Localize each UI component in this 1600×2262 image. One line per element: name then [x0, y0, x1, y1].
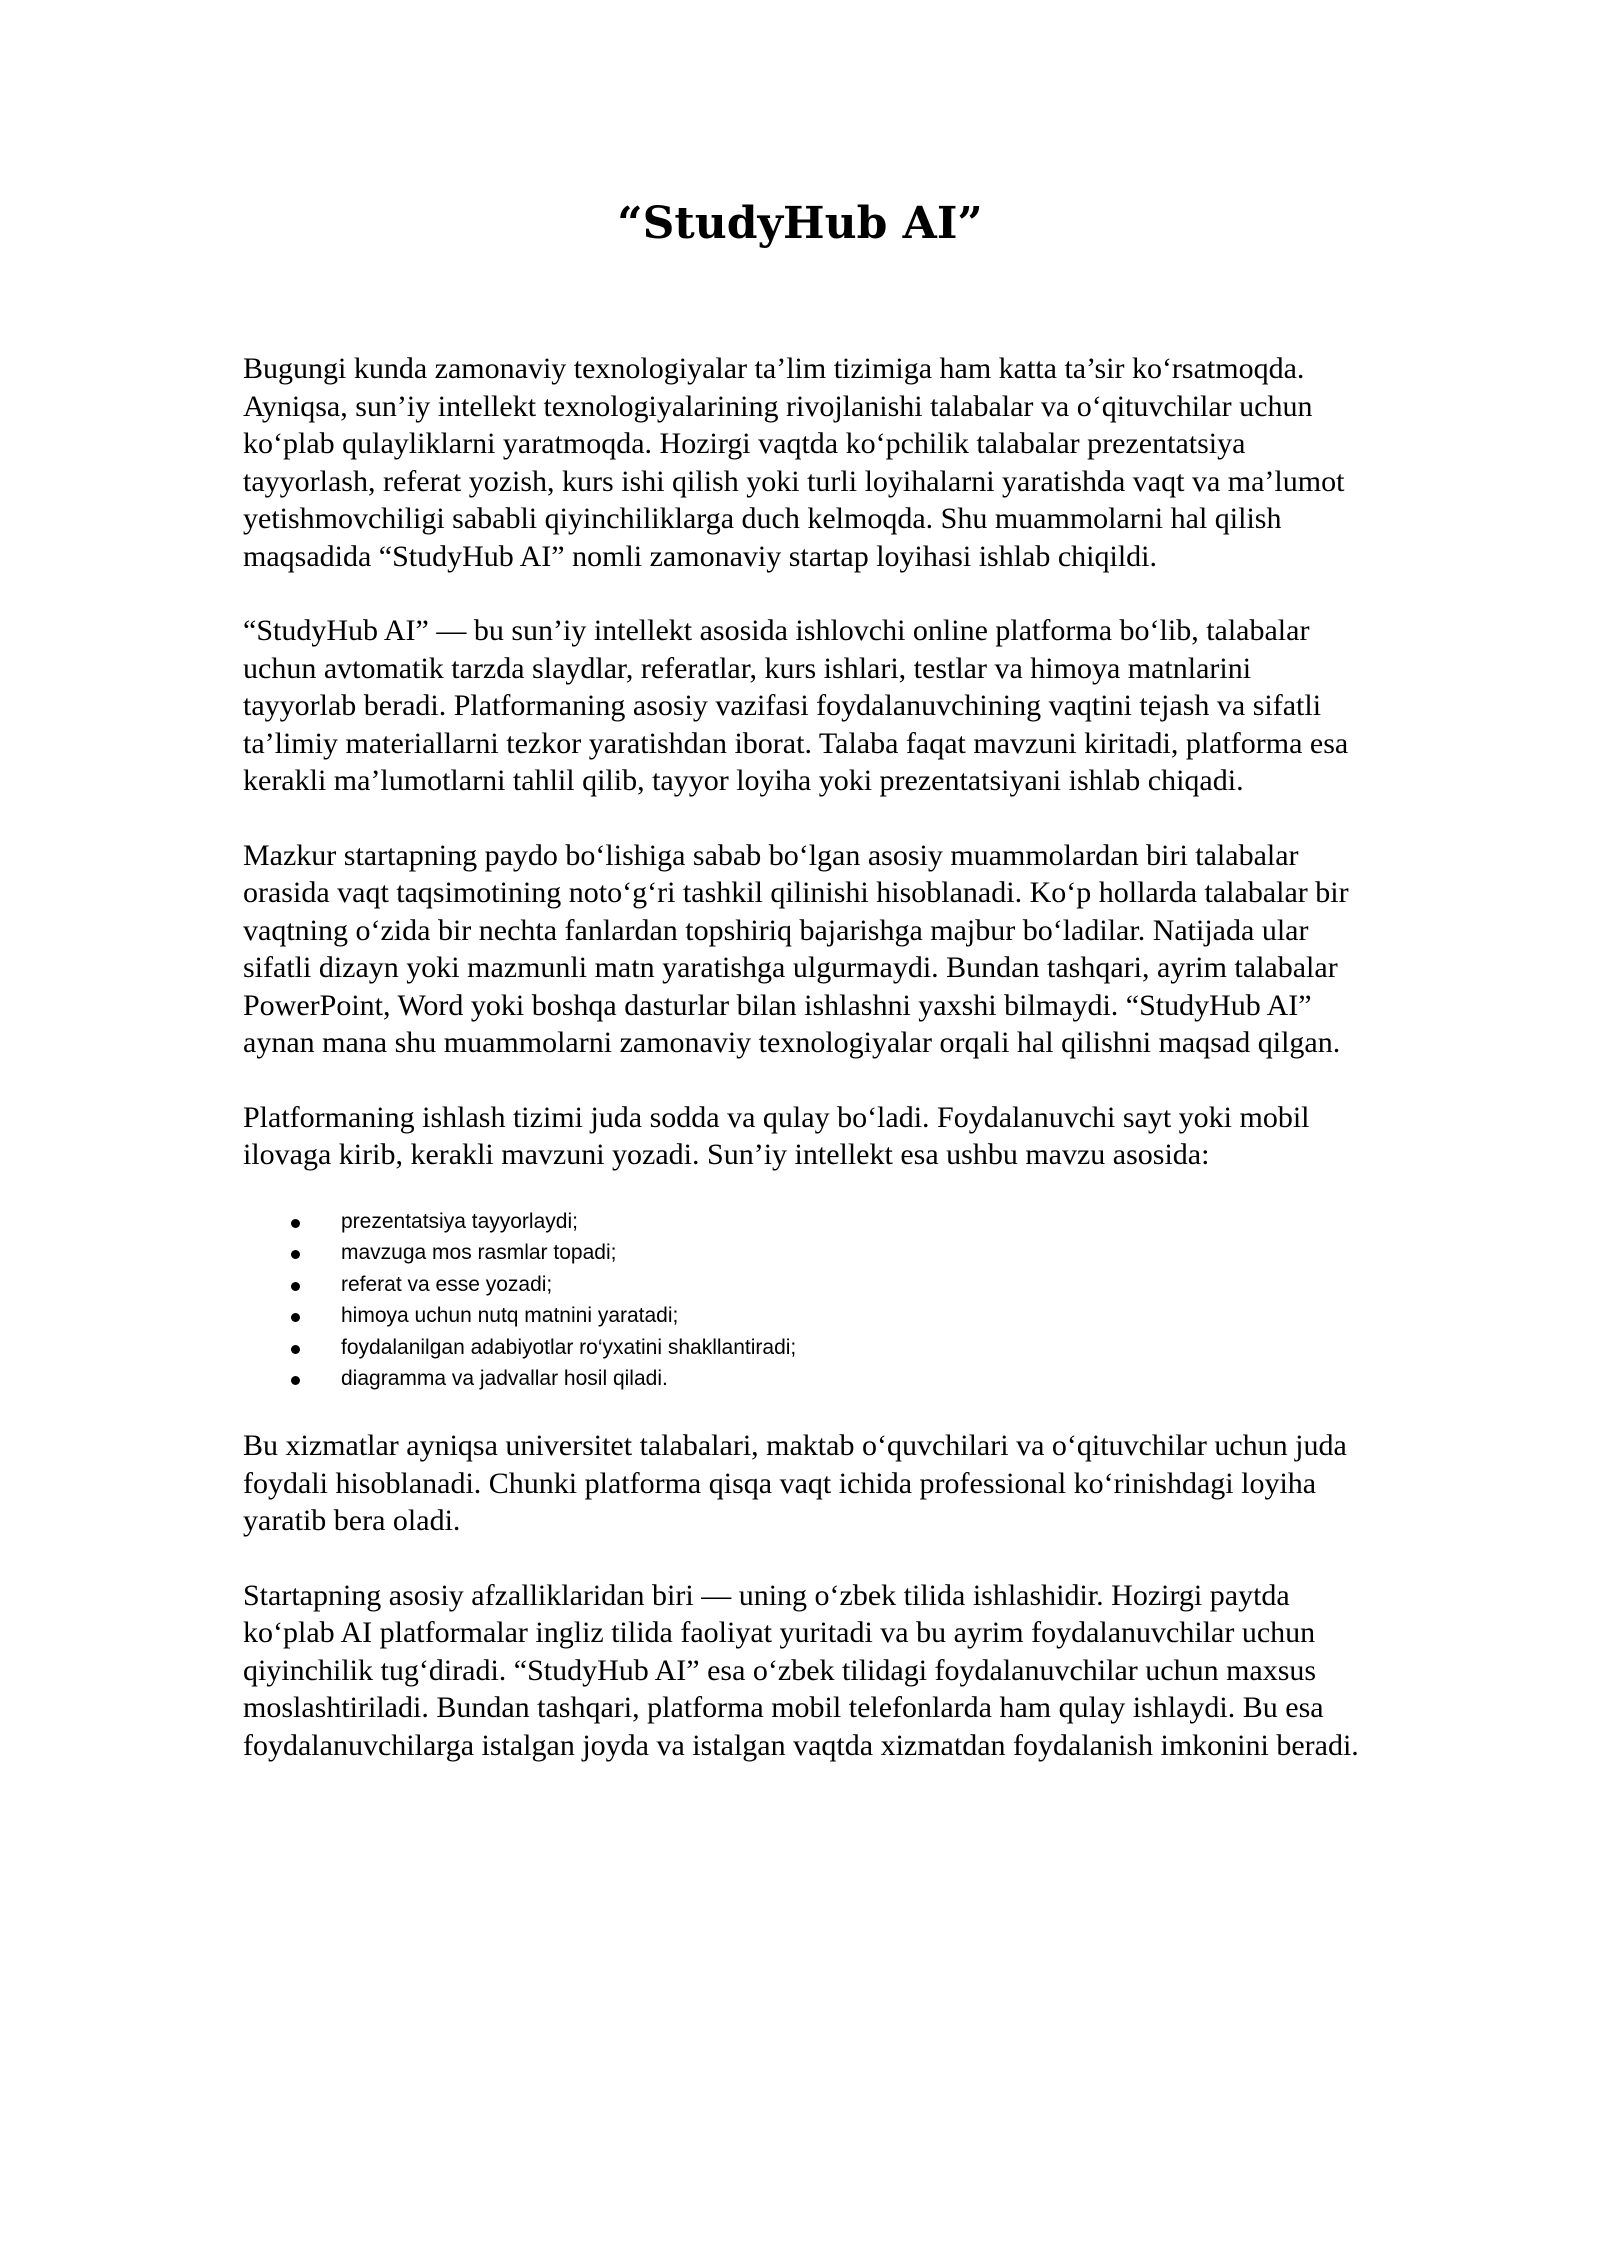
bullet-icon [291, 1219, 300, 1228]
bullet-icon [291, 1250, 300, 1259]
list-item [291, 1300, 1363, 1332]
list-item [291, 1206, 1363, 1238]
paragraph-definition: “StudyHub AI” — bu sun’iy intellekt asosida ishlovchi online platforma bo‘lib, talabalar uchun avtomatik tarzda slaydlar, referatlar, kurs ishlari, testlar va himoya matnlarini tayyorlab beradi. Platformaning asosiy vazifasi foydalanuvchining vaqtini tejash va sifatli ta’limiy materiallarni tezkor yaratishdan iborat. Talaba faqat mavzuni kiritadi, platforma esa kerakli ma’lumotlarni tahlil qilib, tayyor loyiha yoki prezentatsiyani ishlab chiqadi. [243, 614, 1349, 797]
list-item-text: referat va esse yozadi; [341, 1272, 553, 1296]
list-item-text: prezentatsiya tayyorlaydi; [341, 1209, 578, 1233]
paragraph-how-it-works: Platformaning ishlash tizimi juda sodda va qulay bo‘ladi. Foydalanuvchi sayt yoki mobil ilovaga kirib, kerakli mavzuni yozadi. Sun’iy intellekt esa ushbu mavzu asosida: [243, 1100, 1310, 1171]
document-title: “StudyHub AI” [617, 198, 983, 249]
bullet-icon [291, 1313, 300, 1322]
feature-list [243, 1206, 1363, 1396]
paragraph-advantages: Startapning asosiy afzalliklaridan biri — uning o‘zbek tilida ishlashidir. Hozirgi paytda ko‘plab AI platformalar ingliz tilida faoliyat yuritadi va bu ayrim foydalanuvchilar uchun qiyinchilik tug‘diradi. “StudyHub AI” esa o‘zbek tilidagi foydalanuvchilar uchun maxsus moslashtiriladi. Bundan tashqari, platforma mobil telefonlarda ham qulay ishlaydi. Bu esa foydalanuvchilarga istalgan joyda va istalgan vaqtda xizmatdan foydalanish imkonini beradi. [243, 1578, 1359, 1762]
document-body [243, 350, 1363, 1801]
bullet-icon [291, 1345, 300, 1354]
list-item-text: himoya uchun nutq matnini yaratadi; [341, 1304, 679, 1328]
bullet-icon [291, 1376, 300, 1385]
list-item-text: diagramma va jadvallar hosil qiladi. [341, 1367, 668, 1391]
bullet-icon [291, 1282, 300, 1291]
list-item-text: mavzuga mos rasmlar topadi; [341, 1241, 617, 1265]
list-item-text: foydalanilgan adabiyotlar ro‘yxatini shakllantiradi; [341, 1335, 797, 1359]
list-item [291, 1332, 1363, 1364]
list-item [291, 1237, 1363, 1269]
paragraph-intro: Bugungi kunda zamonaviy texnologiyalar ta’lim tizimiga ham katta ta’sir ko‘rsatmoqda. Ayniqsa, sun’iy intellekt texnologiyalarining rivojlanishi talabalar va o‘qituvchilar uchun ko‘plab qulayliklarni yaratmoqda. Hozirgi vaqtda ko‘pchilik talabalar prezentatsiya tayyorlash, referat yozish, kurs ishi qilish yoki turli loyihalarni yaratishda vaqt va ma’lumot yetishmovchiligi sababli qiyinchiliklarga duch kelmoqda. Shu muammolarni hal qilish maqsadida “StudyHub AI” nomli zamonaviy startap loyihasi ishlab chiqildi. [243, 352, 1345, 573]
list-item [291, 1269, 1363, 1301]
paragraph-problem: Mazkur startapning paydo bo‘lishiga sabab bo‘lgan asosiy muammolardan biri talabalar orasida vaqt taqsimotining noto‘g‘ri tashkil qilinishi hisoblanadi. Ko‘p hollarda talabalar bir vaqtning o‘zida bir nechta fanlardan topshiriq bajarishga majbur bo‘ladilar. Natijada ular sifatli dizayn yoki mazmunli matn yaratishga ulgurmaydi. Bundan tashqari, ayrim talabalar PowerPoint, Word yoki boshqa dasturlar bilan ishlashni yaxshi bilmaydi. “StudyHub AI” aynan mana shu muammolarni zamonaviy texnologiyalar orqali hal qilishni maqsad qilgan. [243, 838, 1349, 1059]
list-item [291, 1363, 1363, 1395]
paragraph-audience: Bu xizmatlar ayniqsa universitet talabalari, maktab o‘quvchilari va o‘qituvchilar uchun juda foydali hisoblanadi. Chunki platforma qisqa vaqt ichida professional ko‘rinishdagi loyiha yaratib bera oladi. [243, 1429, 1347, 1538]
